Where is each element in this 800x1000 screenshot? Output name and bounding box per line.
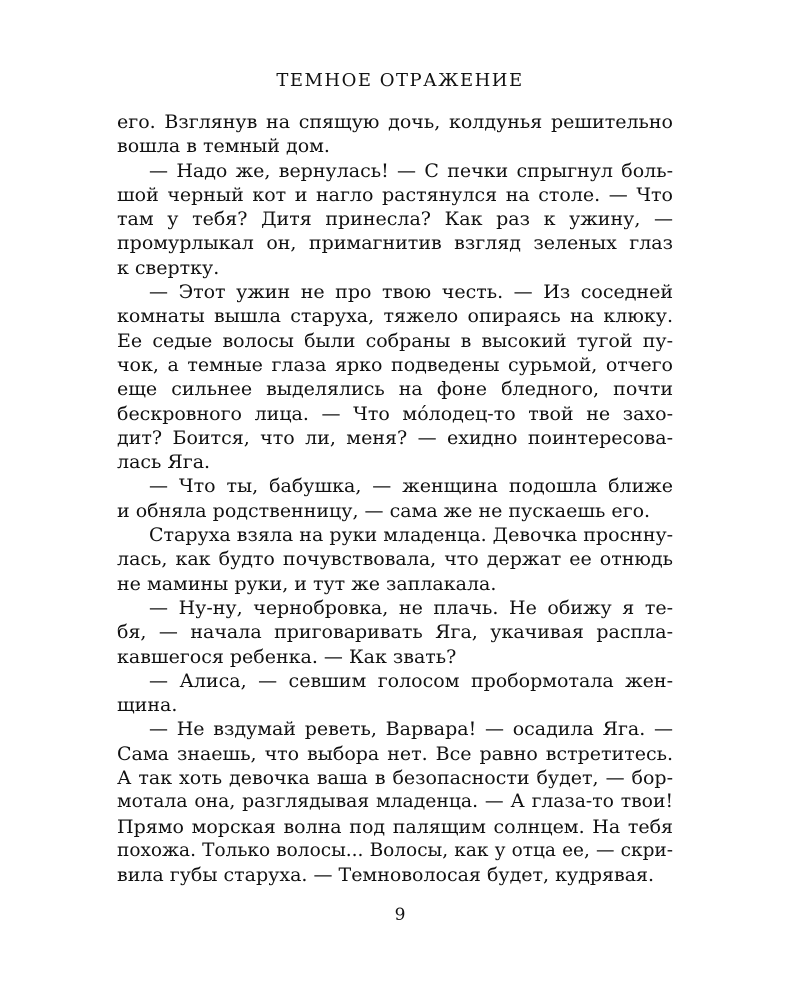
text-line: еще сильнее выделялись на фоне бледного, почти <box>117 378 673 401</box>
text-line: и обняла родственницу, — сама же не пускаешь его. <box>117 499 651 522</box>
text-line: к свертку. <box>117 256 220 279</box>
text-line: — Что ты, бабушка, — женщина подошла ближе <box>149 475 673 498</box>
text-line: щина. <box>117 694 178 717</box>
text-line: — Не вздумай реветь, Варвара! — осадила Яга. — <box>149 718 673 741</box>
text-line: — Этот ужин не про твою честь. — Из соседней <box>149 281 673 304</box>
text-line: — Алиса, — севшим голосом пробормотала жен- <box>149 669 673 692</box>
text-line: Старуха взяла на руки младенца. Девочка проснну- <box>149 524 674 547</box>
text-line: вошла в темный дом. <box>117 135 330 158</box>
text-line: не мамины руки, и тут же заплакала. <box>117 572 497 595</box>
text-line: шой черный кот и нагло растянулся на столе. — Что <box>117 183 673 206</box>
text-line: мотала она, разглядывая младенца. — А глаза-то твои! <box>117 791 673 813</box>
text-line: — Надо же, вернулась! — С печки спрыгнул боль- <box>149 159 673 182</box>
text-line: бескровного лица. — Что мо́лодец-то твой не захо- <box>117 402 673 425</box>
text-line: Сама знаешь, что выбора нет. Все равно встретитесь. <box>117 742 673 765</box>
text-line: похожа. Только волосы... Волосы, как у отца ее, — скри- <box>117 839 673 861</box>
text-line: чок, а темные глаза ярко подведены сурьмой, отчего <box>117 353 673 376</box>
text-line: там у тебя? Дитя принесла? Как раз к ужину, — <box>117 208 673 231</box>
text-line: его. Взглянув на спящую дочь, колдунья решительно <box>117 111 673 133</box>
text-line: вила губы старуха. — Темноволосая будет, кудрявая. <box>117 864 655 887</box>
text-line: бя, — начала приговаривать Яга, укачивая распла- <box>117 621 673 644</box>
text-line: Прямо морская волна под палящим солнцем. На тебя <box>117 815 673 838</box>
text-line: Ее седые волосы были собраны в высокий тугой пу- <box>117 329 673 352</box>
text-line: кавшегося ребенка. — Как звать? <box>117 645 457 668</box>
text-line: дит? Боится, что ли, меня? — ехидно поинтересова- <box>117 426 673 449</box>
text-line: А так хоть девочка ваша в безопасности будет, — бор- <box>117 767 673 790</box>
page-number: 9 <box>394 905 406 925</box>
text-line: промурлыкал он, примагнитив взгляд зеленых глаз <box>117 232 673 255</box>
text-line: комнаты вышла старуха, тяжело опираясь на клюку. <box>117 305 673 328</box>
text-line: лась Яга. <box>117 451 211 474</box>
text-line: лась, как будто почувствовала, что держат ее отнюдь <box>117 548 673 571</box>
body-text <box>117 110 673 888</box>
running-head: ТЕМНОЕ ОТРАЖЕНИЕ <box>276 70 524 91</box>
text-line: — Ну-ну, чернобровка, не плачь. Не обижу я те- <box>149 596 673 619</box>
